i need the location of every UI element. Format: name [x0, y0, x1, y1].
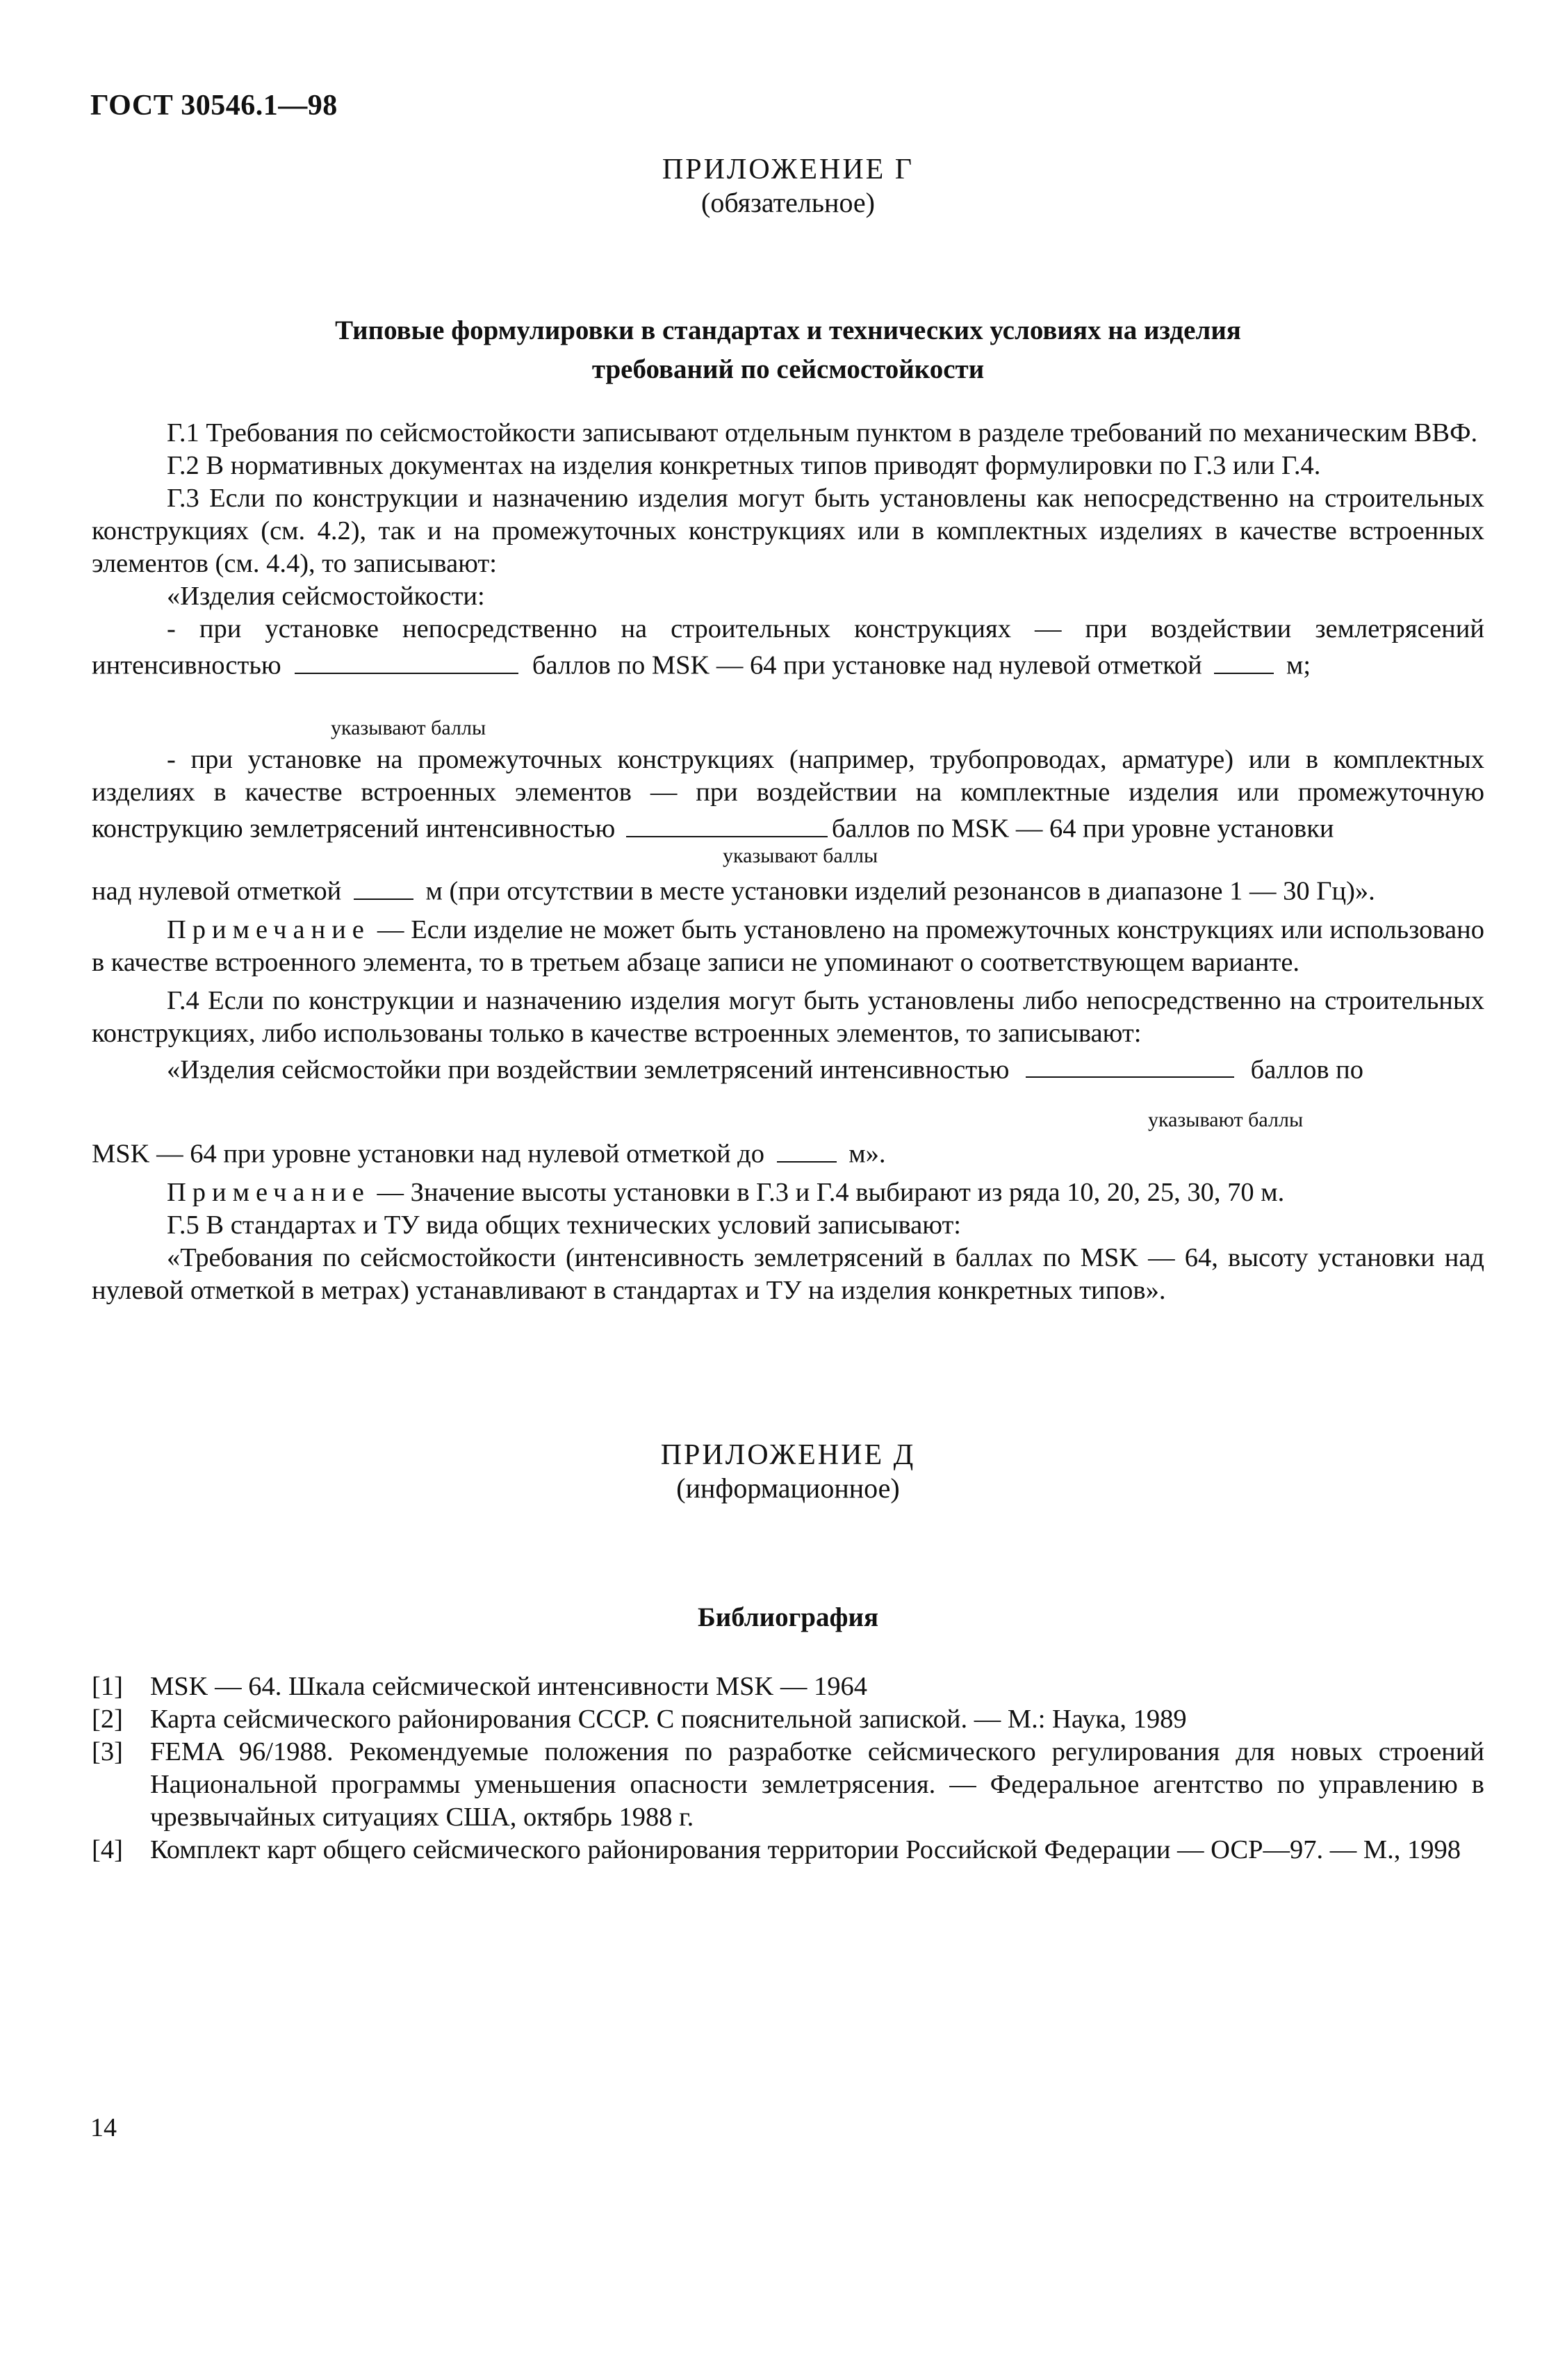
g4-quote-a: «Изделия сейсмостойки при воздействии землетрясений интенсивностью	[167, 1055, 1010, 1084]
bibliography-item	[92, 1834, 1484, 1866]
bibliography-item-text: FEMA 96/1988. Рекомендуемые положения по разработке сейсмического регулирования для новых строений Национальной программы уменьшения опасности землетрясения. — Федеральное агентство по управлению в чрезвычайных ситуациях США, октябрь 1988 г.	[150, 1737, 1484, 1832]
note-2-lead: Примечание	[167, 1177, 370, 1207]
height-blank-3	[777, 1134, 837, 1163]
caption-points-3: указывают баллы	[1148, 1108, 1304, 1131]
appendix-g-body-3	[92, 871, 1484, 1086]
bibliography-item-text: Карта сейсмического районирования СССР. С пояснительной запиской. — М.: Наука, 1989	[150, 1705, 1187, 1734]
item2-line-last	[92, 871, 1484, 908]
heading-line-1: Типовые формулировки в стандартах и технических условиях на изделия	[335, 315, 1241, 345]
g4-quote-line2	[92, 1134, 1484, 1171]
bibliography-item-number: [2]	[92, 1705, 123, 1734]
g5-quote: «Требования по сейсмостойкости (интенсивность землетрясений в баллах по MSK — 64, высоту установки над нулевой отметкой в метрах) устанавливают в стандартах и ТУ на изделия конкретных типов».	[92, 1242, 1484, 1305]
points-blank-1	[295, 646, 518, 674]
bibliography-item	[92, 1736, 1484, 1834]
bibliography-item	[92, 1671, 1484, 1703]
note-1	[92, 914, 1484, 979]
bibliography-item-number: [3]	[92, 1737, 123, 1766]
appendix-g-subtitle: (обязательное)	[701, 187, 875, 218]
item1-text-a: интенсивностью	[92, 650, 281, 680]
g4-quote-d: м».	[848, 1139, 886, 1169]
item2	[92, 744, 1484, 846]
quote-open: «Изделия сейсмостойкости:	[167, 582, 485, 611]
bibliography-heading: Библиография	[697, 1602, 879, 1632]
height-blank-2	[354, 871, 413, 900]
heading-line-2: требований по сейсмостойкости	[591, 354, 985, 384]
note-1-text: — Если изделие не может быть установлено на промежуточных конструкциях или использовано в качестве встроенного элемента, то в третьем абзаце записи не упоминают о соответствующем варианте.	[92, 914, 1484, 977]
points-blank-3	[1026, 1050, 1234, 1078]
bibliography-item-text: Комплект карт общего сейсмического районирования территории Российской Федерации — ОСР—97. — М., 1998	[150, 1835, 1461, 1864]
appendix-g-title: ПРИЛОЖЕНИЕ Г	[662, 154, 915, 186]
bibliography-item-text: MSK — 64. Шкала сейсмической интенсивности MSK — 1964	[150, 1672, 868, 1701]
points-blank-2	[626, 809, 828, 837]
item1-text-b: баллов по MSK — 64 при установке над нулевой отметкой	[532, 650, 1202, 680]
note-1-lead: Примечание	[167, 914, 370, 944]
note-2	[92, 1176, 1484, 1209]
paragraph-g5: Г.5 В стандартах и ТУ вида общих технических условий записывают:	[167, 1210, 961, 1240]
item2-text-a: - при установке на промежуточных конструкциях (например, трубопроводах, арматуре) или в комплектных изделиях в качестве встроенных элементов — при воздействии на комплектные изделия или промежуточную конструкцию землетрясений интенсивностью	[92, 745, 1484, 844]
item1-text-c: м;	[1286, 650, 1311, 680]
bibliography-list	[92, 1671, 1484, 1866]
g4-quote-c: MSK — 64 при уровне установки над нулевой отметкой до	[92, 1139, 765, 1169]
bibliography-item	[92, 1703, 1484, 1736]
item2-text-b: баллов по MSK — 64 при уровне установки	[831, 814, 1334, 844]
paragraph-g2: Г.2 В нормативных документах на изделия конкретных типов приводят формулировки по Г.3 или Г.4.	[167, 451, 1321, 480]
bibliography-item-number: [1]	[92, 1672, 123, 1701]
document-header: ГОСТ 30546.1—98	[90, 90, 338, 122]
paragraph-g4: Г.4 Если по конструкции и назначению изделия могут быть установлены либо непосредственно на строительных конструкциях, либо использованы только в качестве встроенных элементов, то записывают:	[92, 985, 1484, 1048]
appendix-g-heading	[92, 311, 1484, 389]
appendix-d-title: ПРИЛОЖЕНИЕ Д	[660, 1439, 916, 1471]
item2-text-c-b: м (при отсутствии в месте установки изделий резонансов в диапазоне 1 — 30 Гц)».	[425, 876, 1375, 906]
paragraph-g3: Г.3 Если по конструкции и назначению изделия могут быть установлены как непосредственно на строительных конструкциях (см. 4.2), так и на промежуточных конструкциях или в комплектных изделиях в качестве встроенных элементов (см. 4.4), то записывают:	[92, 484, 1484, 578]
appendix-g-body-2	[92, 744, 1484, 846]
appendix-g-body-4	[92, 1134, 1484, 1307]
page-number: 14	[90, 2113, 117, 2142]
bibliography-item-number: [4]	[92, 1835, 123, 1864]
item1-line2	[92, 646, 1484, 682]
height-blank-1	[1214, 646, 1274, 674]
item2-text-c-a: над нулевой отметкой	[92, 876, 342, 906]
g4-quote-b: баллов по	[1250, 1055, 1364, 1084]
g4-quote-line1	[92, 1050, 1484, 1087]
caption-points-1: указывают баллы	[331, 716, 486, 739]
appendix-g-body	[92, 417, 1484, 682]
appendix-d-subtitle: (информационное)	[676, 1472, 900, 1504]
paragraph-g1: Г.1 Требования по сейсмостойкости записывают отдельным пунктом в разделе требований по механическим ВВФ.	[167, 418, 1478, 448]
caption-points-2: указывают баллы	[723, 844, 878, 867]
item1-line1: - при установке непосредственно на строительных конструкциях — при воздействии землетрясений	[167, 614, 1484, 643]
note-2-text: — Значение высоты установки в Г.3 и Г.4 выбирают из ряда 10, 20, 25, 30, 70 м.	[370, 1177, 1285, 1207]
